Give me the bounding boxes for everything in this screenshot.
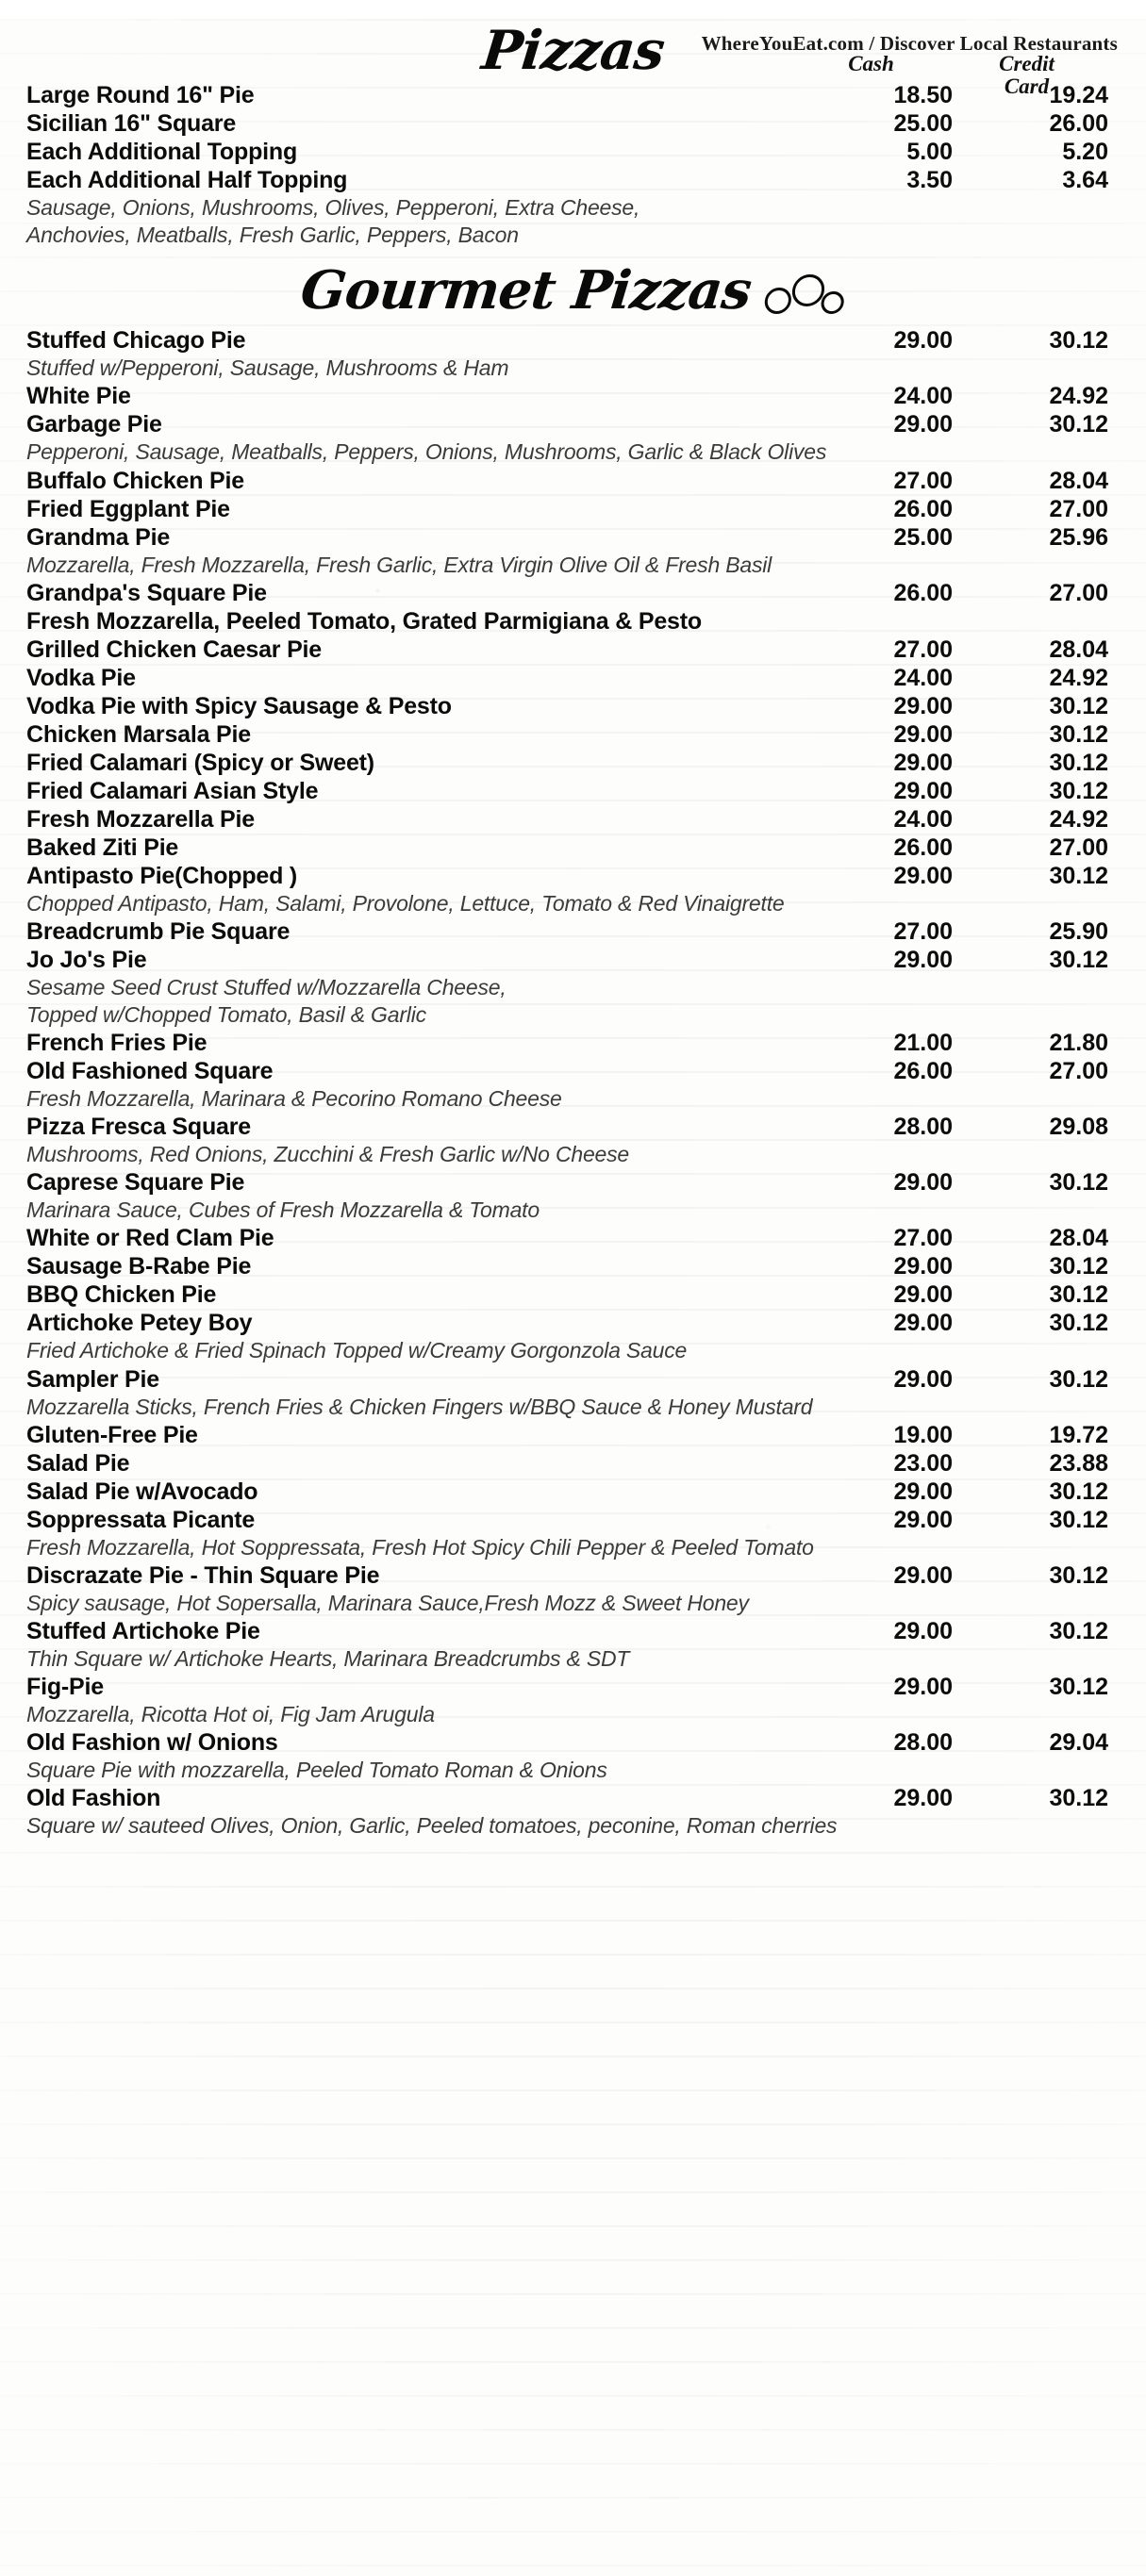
site-watermark: WhereYouEat.com / Discover Local Restaurants [701, 32, 1118, 55]
item-price-card: 25.96 [1049, 523, 1108, 551]
item-price-cash: 29.00 [893, 1281, 953, 1309]
item-price-card: 24.92 [1049, 664, 1108, 691]
item-name: Chicken Marsala Pie [26, 720, 251, 748]
menu-row [26, 806, 1120, 834]
item-price-cash: 29.00 [893, 1478, 953, 1505]
section-pizzas-rows [26, 82, 1120, 248]
item-price-card: 30.12 [1049, 327, 1108, 355]
item-price-cash: 29.00 [893, 749, 953, 776]
item-price-card: 30.12 [1049, 1785, 1108, 1812]
item-price-card: 27.00 [1049, 579, 1108, 606]
item-name: Caprese Square Pie [26, 1169, 245, 1197]
section-title-gourmet-pizzas [24, 259, 1123, 322]
item-price-cash: 19.00 [893, 1421, 953, 1448]
item-description: Square Pie with mozzarella, Peeled Tomato Roman & Onions [26, 1758, 607, 1783]
item-description: Square w/ sauteed Olives, Onion, Garlic, Peeled tomatoes, peconine, Roman cherries [26, 1813, 838, 1839]
menu-row [26, 327, 1120, 355]
item-price-card: 27.00 [1049, 834, 1108, 861]
item-price-cash: 26.00 [893, 834, 953, 861]
menu-content [26, 19, 1120, 1839]
item-price-card: 5.20 [1062, 139, 1108, 165]
item-price-cash: 29.00 [893, 1169, 953, 1197]
item-price-cash: 28.00 [893, 1114, 953, 1141]
item-name: White or Red Clam Pie [26, 1225, 274, 1252]
item-description: Topped w/Chopped Tomato, Basil & Garlic [26, 1001, 426, 1027]
item-name: Sausage B-Rabe Pie [26, 1253, 252, 1280]
item-price-cash: 29.00 [893, 692, 953, 719]
item-price-card: 29.08 [1049, 1114, 1108, 1141]
item-name: Sicilian 16" Square [26, 110, 237, 137]
item-price-card: 30.12 [1049, 1281, 1108, 1309]
item-name: Salad Pie w/Avocado [26, 1478, 258, 1505]
item-price-cash: 24.00 [893, 664, 953, 691]
item-description: Pepperoni, Sausage, Meatballs, Peppers, Onions, Mushrooms, Garlic & Black Olives [26, 439, 827, 465]
menu-row [26, 1169, 1120, 1197]
item-name: Fresh Mozzarella Pie [26, 805, 255, 833]
item-name: Buffalo Chicken Pie [26, 467, 244, 494]
item-price-card: 28.04 [1049, 636, 1108, 663]
item-name: Fried Calamari (Spicy or Sweet) [26, 749, 374, 776]
item-price-cash: 26.00 [893, 1058, 953, 1084]
item-name: Each Additional Half Topping [26, 167, 348, 193]
menu-row [26, 139, 1120, 166]
item-description: Chopped Antipasto, Ham, Salami, Provolone, Lettuce, Tomato & Red Vinaigrette [26, 890, 785, 916]
menu-row [26, 1422, 1120, 1449]
item-name: Antipasto Pie(Chopped ) [26, 862, 298, 889]
item-name: Jo Jo's Pie [26, 946, 147, 973]
item-price-cash: 29.00 [893, 720, 953, 748]
menu-row [26, 383, 1120, 410]
item-name: Stuffed Artichoke Pie [26, 1617, 260, 1644]
item-description: Sausage, Onions, Mushrooms, Olives, Pepperoni, Extra Cheese, [26, 195, 640, 220]
menu-row [26, 1058, 1120, 1085]
item-description: Mozzarella, Ricotta Hot oi, Fig Jam Arugula [26, 1702, 435, 1726]
item-description: Stuffed w/Pepperoni, Sausage, Mushrooms & Ham [26, 355, 509, 381]
item-price-card: 30.12 [1049, 720, 1108, 748]
item-price-card: 30.12 [1049, 411, 1108, 438]
item-description: Fresh Mozzarella, Hot Soppressata, Fresh Hot Spicy Chili Pepper & Peeled Tomato [26, 1534, 814, 1560]
menu-row [26, 1114, 1120, 1141]
item-price-card: 30.12 [1049, 1169, 1108, 1197]
item-name: Gluten-Free Pie [26, 1421, 198, 1448]
item-price-card: 30.12 [1049, 946, 1108, 973]
menu-row [26, 580, 1120, 607]
item-price-cash: 21.00 [893, 1030, 953, 1056]
item-price-card: 28.04 [1049, 467, 1108, 494]
item-description: Marinara Sauce, Cubes of Fresh Mozzarella & Tomato [26, 1197, 540, 1223]
section-title-pizzas: Pizzas [478, 19, 668, 82]
item-name: Fried Calamari Asian Style [26, 777, 319, 804]
item-name: Garbage Pie [26, 411, 162, 438]
item-description: Spicy sausage, Hot Sopersalla, Marinara Sauce,Fresh Mozz & Sweet Honey [26, 1590, 749, 1615]
item-price-card: 3.64 [1062, 167, 1108, 193]
item-price-cash: 24.00 [893, 805, 953, 833]
menu-row [26, 1785, 1120, 1812]
item-price-card: 25.90 [1049, 917, 1108, 945]
item-price-cash: 29.00 [893, 1561, 953, 1589]
item-name: Baked Ziti Pie [26, 834, 179, 861]
item-name: Sampler Pie [26, 1365, 159, 1393]
item-price-cash: 26.00 [893, 495, 953, 522]
item-price-cash: 27.00 [893, 917, 953, 945]
item-price-cash: 29.00 [893, 1617, 953, 1644]
item-name: Fried Eggplant Pie [26, 495, 230, 522]
item-name: Vodka Pie with Spicy Sausage & Pesto [26, 692, 452, 719]
menu-row [26, 608, 1120, 636]
item-price-cash: 27.00 [893, 1225, 953, 1252]
menu-row [26, 778, 1120, 805]
menu-row [26, 1478, 1120, 1506]
item-price-card: 24.92 [1049, 383, 1108, 410]
item-price-cash: 29.00 [893, 1506, 953, 1533]
menu-row [26, 496, 1120, 523]
item-price-cash: 23.00 [893, 1449, 953, 1477]
item-name: Artichoke Petey Boy [26, 1310, 253, 1337]
menu-row [26, 863, 1120, 890]
item-price-cash: 25.00 [893, 110, 953, 137]
item-name: Each Additional Topping [26, 139, 298, 165]
menu-row [26, 524, 1120, 552]
item-price-card: 29.04 [1049, 1729, 1108, 1757]
menu-row [26, 110, 1120, 138]
item-price-cash: 26.00 [893, 579, 953, 606]
menu-row [26, 1729, 1120, 1757]
column-header-credit-card: Credit Card [999, 52, 1055, 99]
item-price-card: 30.12 [1049, 692, 1108, 719]
price-column-headers [793, 53, 1104, 98]
menu-row [26, 750, 1120, 777]
item-price-card: 30.12 [1049, 1310, 1108, 1337]
item-price-cash: 29.00 [893, 862, 953, 889]
item-name: Soppressata Picante [26, 1506, 256, 1533]
item-name: Pizza Fresca Square [26, 1114, 251, 1141]
menu-row [26, 411, 1120, 438]
item-name: Old Fashioned Square [26, 1058, 274, 1084]
menu-row [26, 1507, 1120, 1534]
item-description: Mozzarella, Fresh Mozzarella, Fresh Garlic, Extra Virgin Olive Oil & Fresh Basil [26, 552, 772, 577]
menu-row [26, 1562, 1120, 1590]
item-price-card: 30.12 [1049, 1478, 1108, 1505]
item-price-card: 27.00 [1049, 1058, 1108, 1084]
item-price-card: 30.12 [1049, 1561, 1108, 1589]
menu-row [26, 1366, 1120, 1394]
item-price-cash: 29.00 [893, 327, 953, 355]
item-price-card: 30.12 [1049, 1674, 1108, 1700]
item-name: Grilled Chicken Caesar Pie [26, 636, 323, 663]
item-name: Large Round 16" Pie [26, 82, 255, 108]
menu-row [26, 636, 1120, 664]
item-price-card: 30.12 [1049, 1253, 1108, 1280]
menu-row [26, 1618, 1120, 1645]
item-price-cash: 27.00 [893, 636, 953, 663]
item-name: Grandpa's Square Pie [26, 579, 267, 606]
item-description: Sesame Seed Crust Stuffed w/Mozzarella Cheese, [26, 974, 507, 999]
item-name: Discrazate Pie - Thin Square Pie [26, 1561, 380, 1589]
item-price-card: 30.12 [1049, 1617, 1108, 1644]
item-price-card: 23.88 [1049, 1449, 1108, 1477]
menu-row [26, 167, 1120, 194]
item-price-cash: 28.00 [893, 1729, 953, 1757]
section-gourmet-rows [26, 327, 1120, 1839]
menu-row [26, 1310, 1120, 1337]
item-price-card: 21.80 [1049, 1030, 1108, 1056]
menu-row [26, 721, 1120, 749]
item-price-card: 30.12 [1049, 1506, 1108, 1533]
menu-row [26, 693, 1120, 720]
menu-row [26, 947, 1120, 974]
item-price-cash: 29.00 [893, 777, 953, 804]
item-name: Vodka Pie [26, 664, 136, 691]
item-name: Breadcrumb Pie Square [26, 917, 291, 945]
menu-row [26, 1450, 1120, 1478]
menu-row [26, 918, 1120, 946]
item-description: Anchovies, Meatballs, Fresh Garlic, Peppers, Bacon [26, 223, 519, 248]
menu-row [26, 1253, 1120, 1280]
item-price-cash: 5.00 [906, 139, 953, 165]
item-price-cash: 29.00 [893, 1310, 953, 1337]
item-description-bold: Fresh Mozzarella, Peeled Tomato, Grated Parmigiana & Pesto [26, 607, 702, 635]
item-price-card: 19.72 [1049, 1421, 1108, 1448]
item-name: French Fries Pie [26, 1030, 208, 1056]
item-name: Grandma Pie [26, 523, 171, 551]
item-name: Old Fashion [26, 1785, 161, 1812]
item-price-cash: 29.00 [893, 411, 953, 438]
column-header-cash: Cash [848, 52, 894, 75]
item-description: Mozzarella Sticks, French Fries & Chicken Fingers w/BBQ Sauce & Honey Mustard [26, 1394, 813, 1419]
item-price-cash: 29.00 [893, 1674, 953, 1700]
item-description: Fresh Mozzarella, Marinara & Pecorino Romano Cheese [26, 1086, 562, 1111]
menu-row [26, 834, 1120, 862]
item-price-card: 28.04 [1049, 1225, 1108, 1252]
item-price-cash: 29.00 [893, 1253, 953, 1280]
item-price-card: 27.00 [1049, 495, 1108, 522]
item-name: BBQ Chicken Pie [26, 1281, 217, 1309]
item-price-card: 24.92 [1049, 805, 1108, 833]
item-name: Stuffed Chicago Pie [26, 327, 246, 355]
menu-row [26, 1281, 1120, 1309]
item-price-cash: 29.00 [893, 946, 953, 973]
item-price-card: 30.12 [1049, 777, 1108, 804]
menu-row [26, 1225, 1120, 1252]
item-price-cash: 27.00 [893, 467, 953, 494]
item-price-card: 30.12 [1049, 862, 1108, 889]
item-price-cash: 25.00 [893, 523, 953, 551]
item-description: Thin Square w/ Artichoke Hearts, Marinara Breadcrumbs & SDT [26, 1645, 630, 1671]
item-price-cash: 3.50 [906, 167, 953, 193]
item-name: Salad Pie [26, 1449, 130, 1477]
item-price-cash: 29.00 [893, 1365, 953, 1393]
item-description: Mushrooms, Red Onions, Zucchini & Fresh Garlic w/No Cheese [26, 1142, 630, 1167]
bubbles-decoration-icon [757, 273, 847, 317]
item-price-card: 19.24 [1049, 82, 1108, 108]
item-price-cash: 24.00 [893, 383, 953, 410]
menu-page [0, 19, 1146, 2576]
item-price-card: 26.00 [1049, 110, 1108, 137]
item-price-card: 30.12 [1049, 749, 1108, 776]
menu-row [26, 468, 1120, 495]
item-price-cash: 18.50 [893, 82, 953, 108]
item-name: Fig-Pie [26, 1674, 104, 1700]
menu-row [26, 1674, 1120, 1701]
item-price-cash: 29.00 [893, 1785, 953, 1812]
item-name: Old Fashion w/ Onions [26, 1729, 278, 1757]
item-description: Fried Artichoke & Fried Spinach Topped w/Creamy Gorgonzola Sauce [26, 1338, 688, 1363]
item-name: White Pie [26, 383, 131, 410]
item-price-card: 30.12 [1049, 1365, 1108, 1393]
menu-row [26, 665, 1120, 692]
section-title-text: Gourmet Pizzas [297, 259, 755, 322]
menu-row [26, 1030, 1120, 1057]
